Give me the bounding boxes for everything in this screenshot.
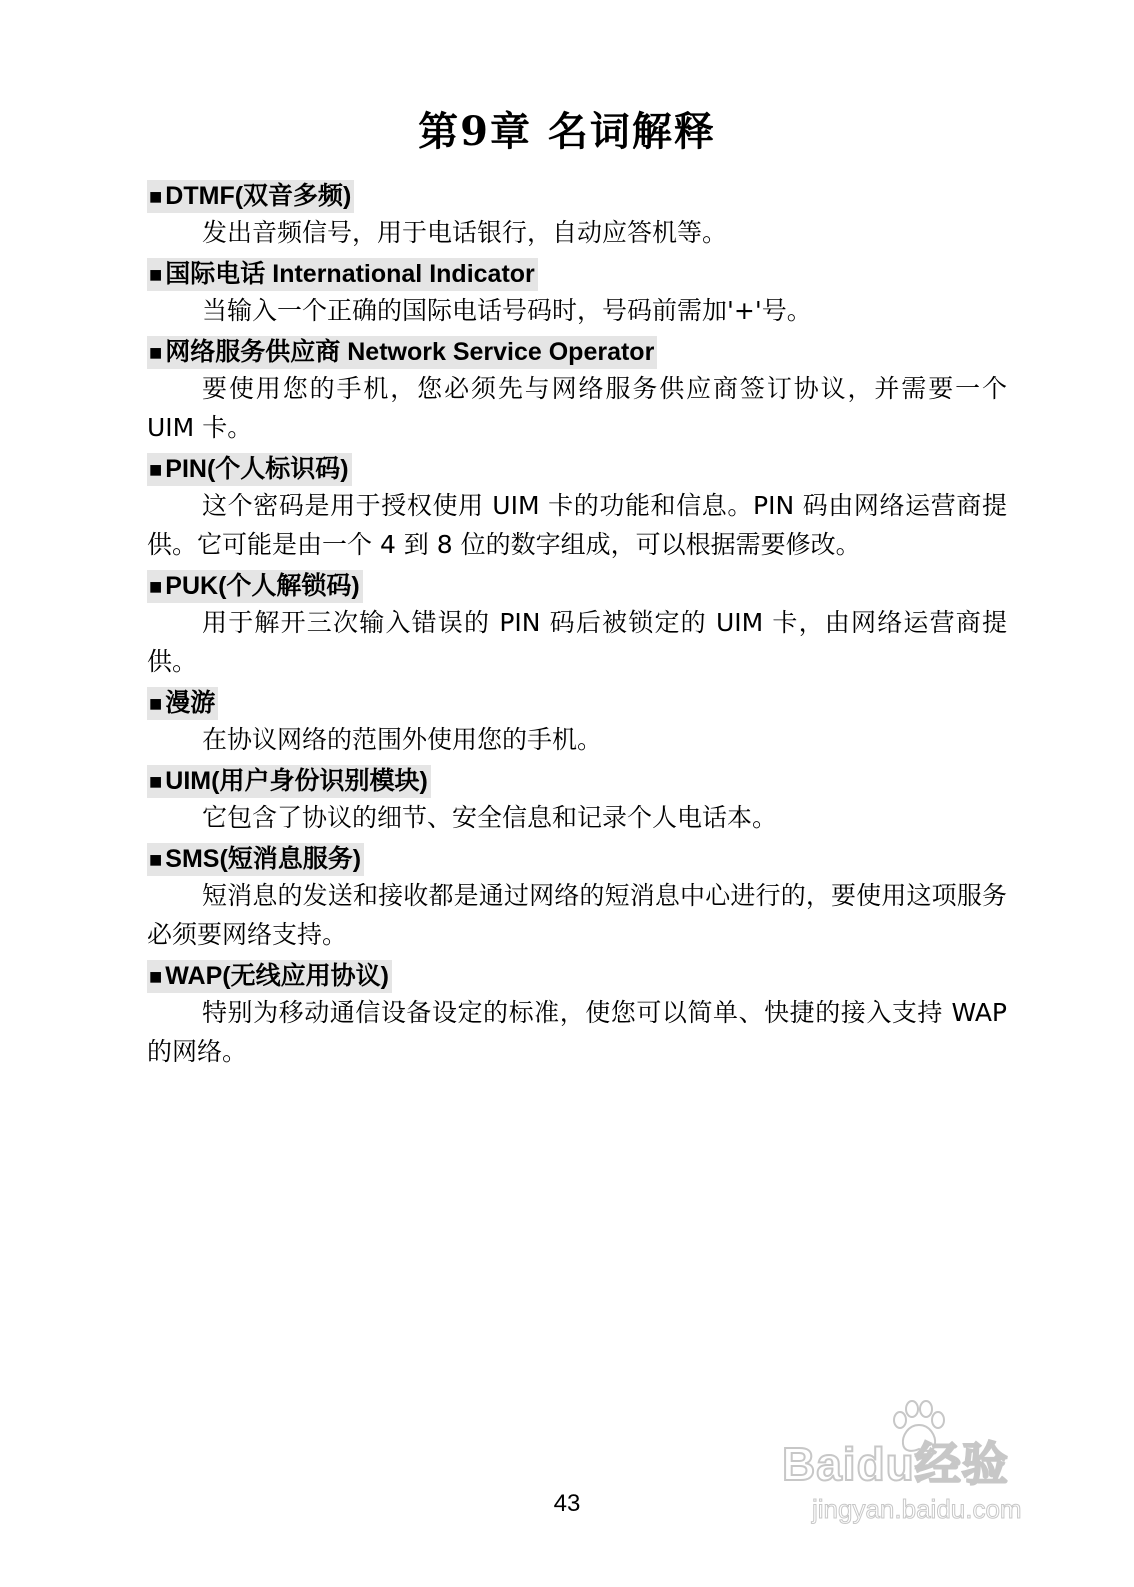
glossary-definition: 特别为移动通信设备设定的标准，使您可以简单、快捷的接入支持 WAP 的网络。 [147, 998, 1007, 1066]
glossary-term-text: PIN(个人标识码) [165, 455, 349, 483]
glossary-list [147, 180, 1007, 1077]
glossary-term [147, 765, 431, 798]
glossary-term [147, 336, 657, 369]
glossary-term [147, 960, 392, 993]
glossary-term-text: WAP(无线应用协议) [165, 962, 389, 990]
glossary-term [147, 570, 363, 603]
watermark-url: jingyan.baidu.com [812, 1494, 1022, 1524]
square-bullet-icon: ■ [149, 574, 163, 599]
glossary-definition: 要使用您的手机，您必须先与网络服务供应商签订协议，并需要一个 UIM 卡。 [147, 374, 1007, 442]
glossary-entry-sms [147, 843, 1007, 954]
page-number: 43 [553, 1490, 581, 1517]
glossary-definition: 发出音频信号，用于电话银行，自动应答机等。 [202, 218, 728, 247]
glossary-entry-uim [147, 765, 1007, 837]
glossary-entry-puk [147, 570, 1007, 681]
square-bullet-icon: ■ [149, 769, 163, 794]
glossary-definition: 这个密码是用于授权使用 UIM 卡的功能和信息。PIN 码由网络运营商提供。它可能是由一个 4 到 8 位的数字组成，可以根据需要修改。 [147, 491, 1007, 559]
square-bullet-icon: ■ [149, 691, 163, 716]
watermark-logo-text: Baidu经验 [782, 1438, 1009, 1490]
glossary-term-text: 漫游 [165, 689, 216, 717]
chapter-title: 第9章 名词解释 [418, 108, 716, 155]
glossary-definition: 它包含了协议的细节、安全信息和记录个人电话本。 [202, 803, 778, 832]
square-bullet-icon: ■ [149, 964, 163, 989]
glossary-definition: 用于解开三次输入错误的 PIN 码后被锁定的 UIM 卡，由网络运营商提供。 [147, 608, 1007, 676]
glossary-term-text: 国际电话 International Indicator [165, 260, 535, 288]
glossary-term-text: SMS(短消息服务) [165, 845, 362, 873]
glossary-entry-international [147, 258, 1007, 330]
square-bullet-icon: ■ [149, 457, 163, 482]
glossary-term-text: 网络服务供应商 Network Service Operator [165, 338, 655, 366]
glossary-entry-wap [147, 960, 1007, 1071]
glossary-entry-pin [147, 453, 1007, 564]
glossary-entry-roaming [147, 687, 1007, 759]
glossary-term [147, 687, 218, 720]
glossary-term-text: UIM(用户身份识别模块) [165, 767, 428, 795]
glossary-term [147, 843, 364, 876]
glossary-entry-dtmf [147, 180, 1007, 252]
glossary-entry-network-operator [147, 336, 1007, 447]
glossary-definition: 在协议网络的范围外使用您的手机。 [202, 725, 603, 754]
glossary-term-text: DTMF(双音多频) [165, 182, 352, 210]
square-bullet-icon: ■ [149, 847, 163, 872]
glossary-term [147, 453, 352, 486]
square-bullet-icon: ■ [149, 340, 163, 365]
glossary-definition: 当输入一个正确的国际电话号码时，号码前需加'+'号。 [202, 296, 812, 325]
glossary-term [147, 258, 538, 291]
square-bullet-icon: ■ [149, 184, 163, 209]
glossary-term-text: PUK(个人解锁码) [165, 572, 360, 600]
square-bullet-icon: ■ [149, 262, 163, 287]
glossary-term [147, 180, 354, 213]
glossary-definition: 短消息的发送和接收都是通过网络的短消息中心进行的，要使用这项服务必须要网络支持。 [147, 881, 1007, 949]
